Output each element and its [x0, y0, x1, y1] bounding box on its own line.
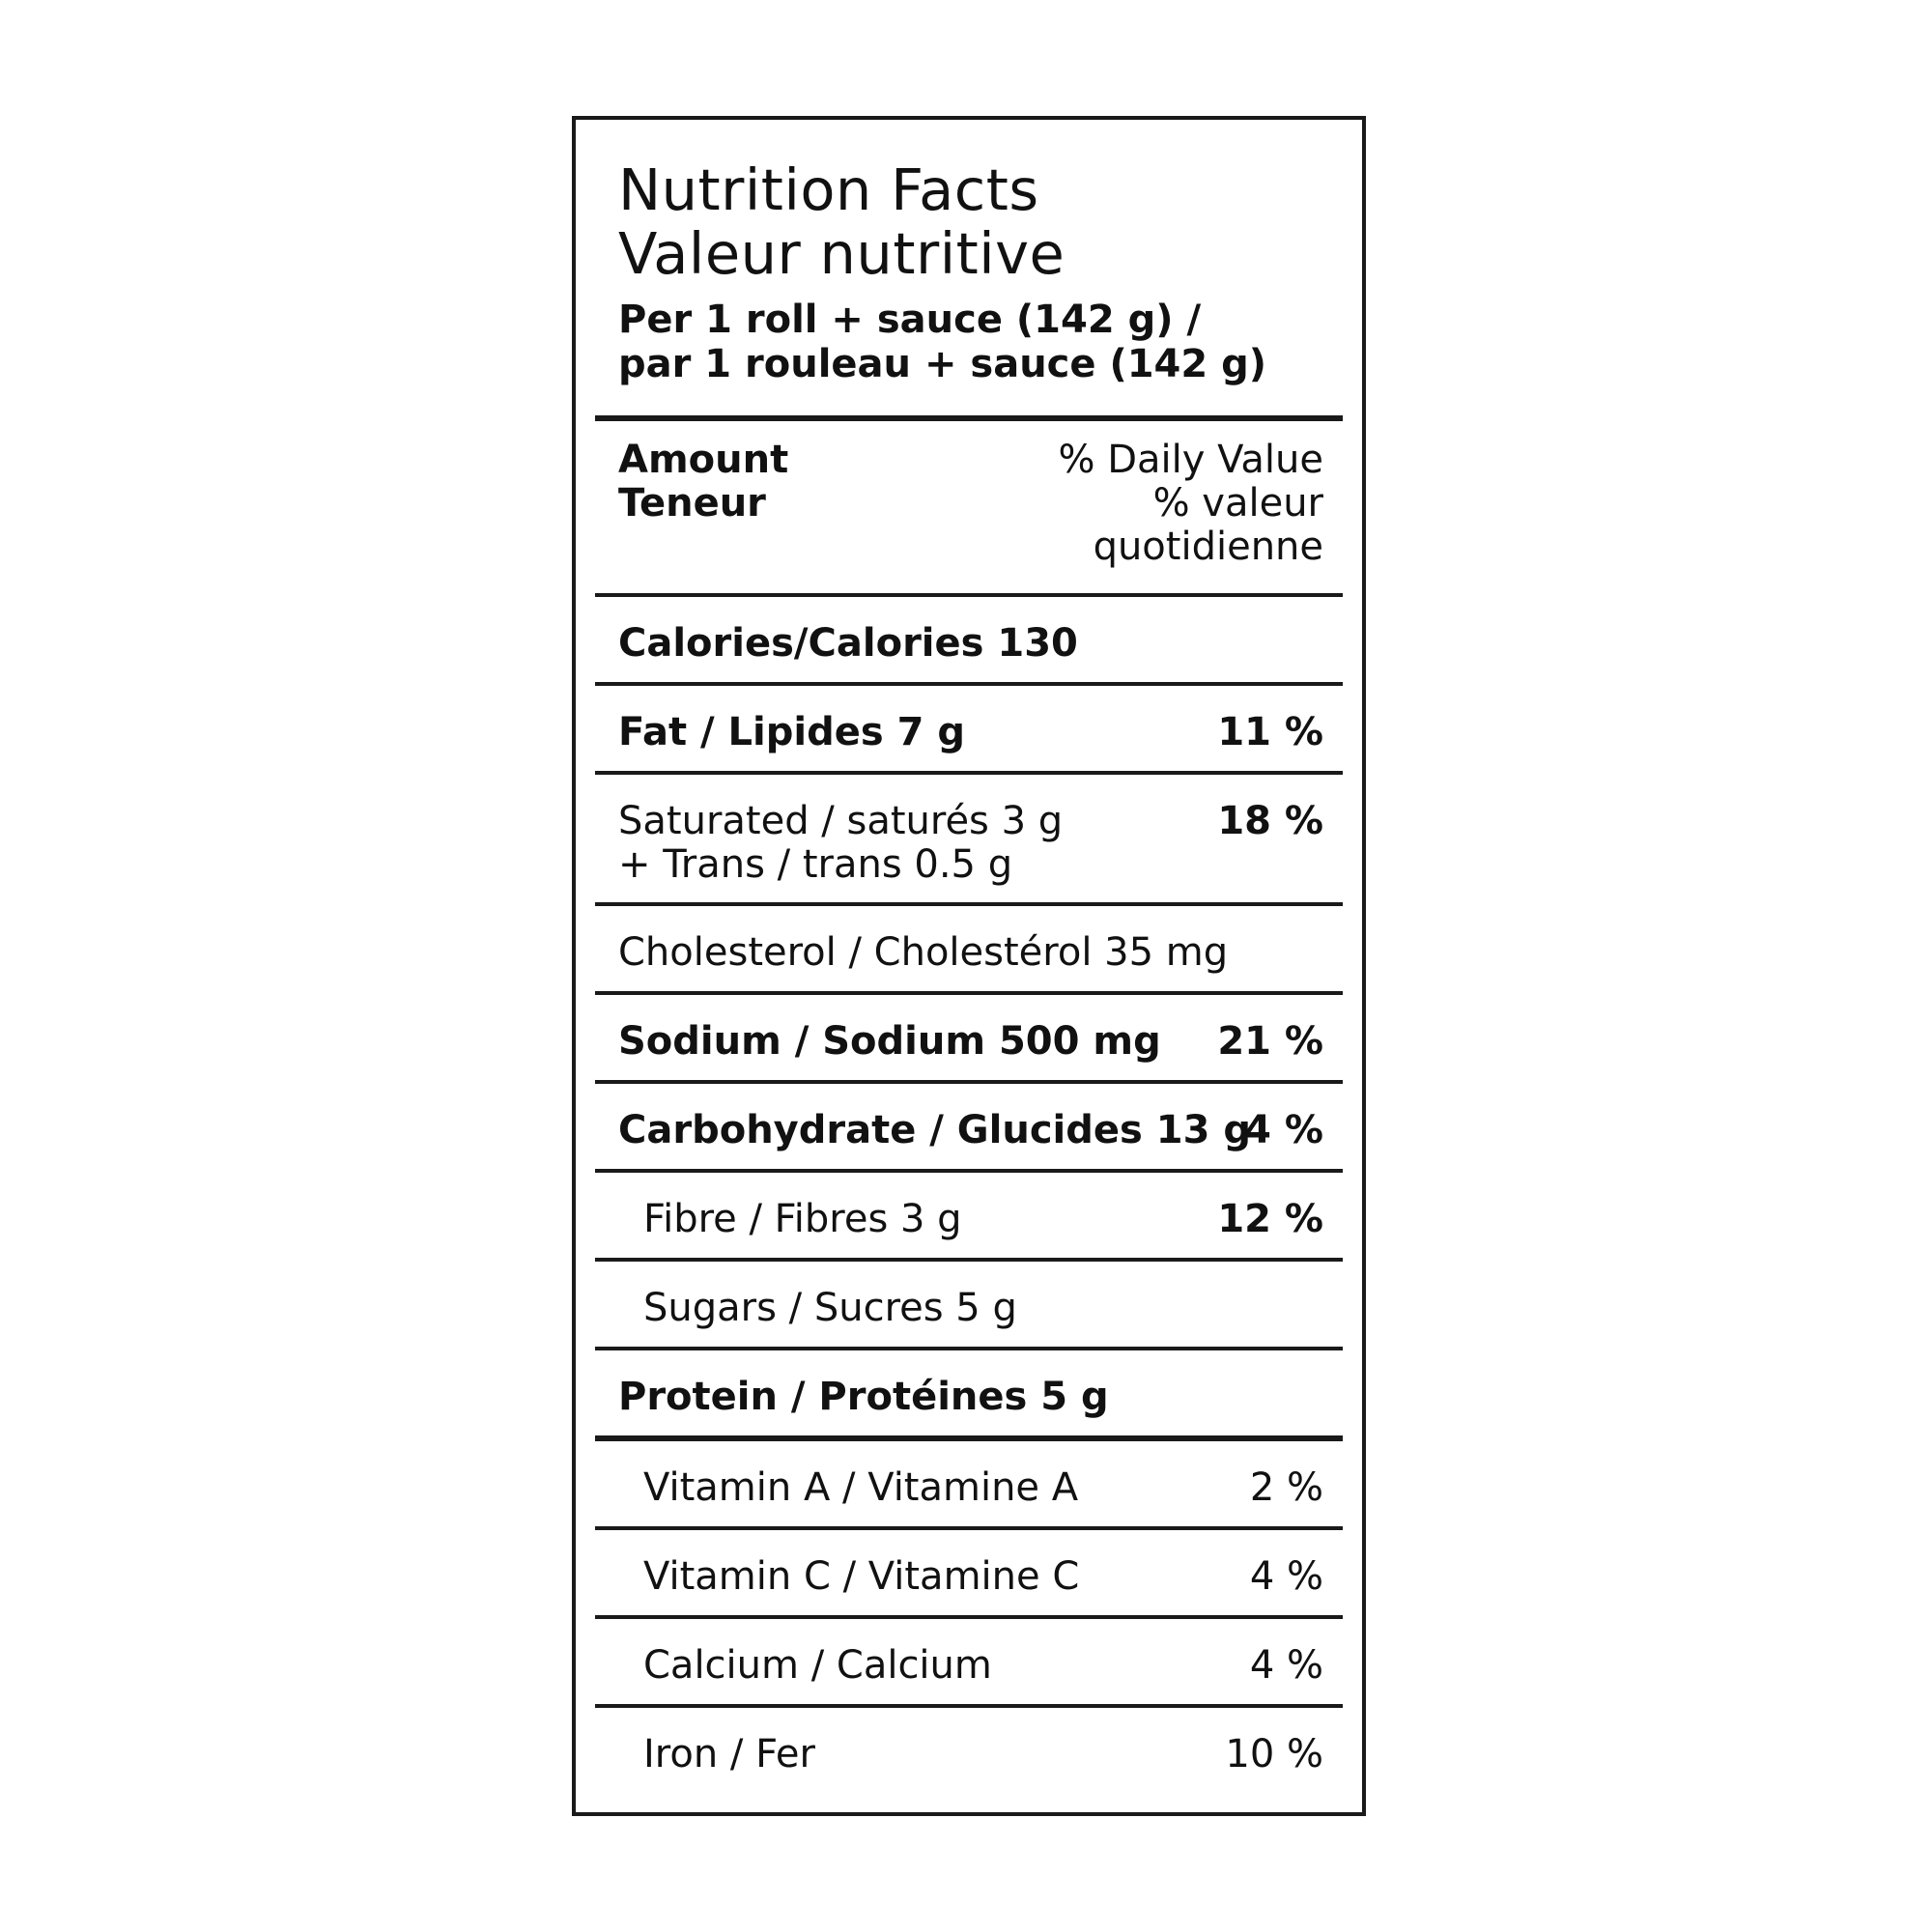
carbohydrate-daily-value: 4 % — [1244, 1108, 1323, 1152]
divider — [595, 1080, 1343, 1084]
divider — [595, 902, 1343, 906]
serving-english: Per 1 roll + sauce (142 g) / — [618, 298, 1202, 342]
title-english: Nutrition Facts — [618, 156, 1039, 223]
calcium-label: Calcium / Calcium — [643, 1643, 992, 1688]
protein-label: Protein / Protéines 5 g — [618, 1375, 1109, 1419]
amount-french: Teneur — [618, 481, 766, 526]
daily-value-french-line2: quotidienne — [1093, 525, 1323, 569]
iron-label: Iron / Fer — [643, 1732, 815, 1776]
fat-label: Fat / Lipides 7 g — [618, 710, 965, 754]
vitamin-a-daily-value: 2 % — [1249, 1465, 1323, 1510]
vitamin-a-label: Vitamin A / Vitamine A — [643, 1465, 1079, 1510]
serving-size — [618, 298, 1266, 386]
nutrition-facts-panel — [572, 116, 1366, 1816]
daily-value-french-line1: % valeur — [1152, 481, 1323, 526]
divider — [595, 1615, 1343, 1619]
sodium-daily-value: 21 % — [1217, 1019, 1323, 1064]
serving-french: par 1 rouleau + sauce (142 g) — [618, 342, 1267, 386]
divider — [595, 1526, 1343, 1530]
calories-label: Calories/Calories 130 — [618, 621, 1078, 666]
calcium-daily-value: 4 % — [1249, 1643, 1323, 1688]
sodium-label: Sodium / Sodium 500 mg — [618, 1019, 1161, 1064]
amount-header — [618, 439, 788, 526]
sugars-label: Sugars / Sucres 5 g — [643, 1286, 1017, 1330]
amount-english: Amount — [618, 438, 789, 482]
saturated-daily-value: 18 % — [1217, 799, 1323, 843]
divider — [595, 1435, 1343, 1441]
daily-value-english: % Daily Value — [1058, 438, 1323, 482]
carbohydrate-label: Carbohydrate / Glucides 13 g — [618, 1108, 1251, 1152]
fat-daily-value: 11 % — [1217, 710, 1323, 754]
nutrition-facts-content — [595, 120, 1343, 1812]
iron-daily-value: 10 % — [1225, 1732, 1323, 1776]
cholesterol-label: Cholesterol / Cholestérol 35 mg — [618, 930, 1229, 975]
daily-value-header — [1059, 439, 1324, 569]
saturated-fat-text: Saturated / saturés 3 g — [618, 799, 1064, 843]
divider — [595, 1258, 1343, 1262]
divider — [595, 991, 1343, 995]
divider — [595, 593, 1343, 597]
fibre-daily-value: 12 % — [1217, 1197, 1323, 1241]
fibre-label: Fibre / Fibres 3 g — [643, 1197, 962, 1241]
saturated-label — [618, 800, 1063, 887]
title-french: Valeur nutritive — [618, 220, 1065, 287]
divider — [595, 771, 1343, 775]
divider — [595, 1169, 1343, 1173]
divider — [595, 1347, 1343, 1350]
divider — [595, 682, 1343, 686]
divider — [595, 415, 1343, 421]
vitamin-c-label: Vitamin C / Vitamine C — [643, 1554, 1080, 1599]
divider — [595, 1704, 1343, 1708]
vitamin-c-daily-value: 4 % — [1249, 1554, 1323, 1599]
trans-fat-text: + Trans / trans 0.5 g — [618, 842, 1013, 887]
label-title — [618, 158, 1065, 286]
